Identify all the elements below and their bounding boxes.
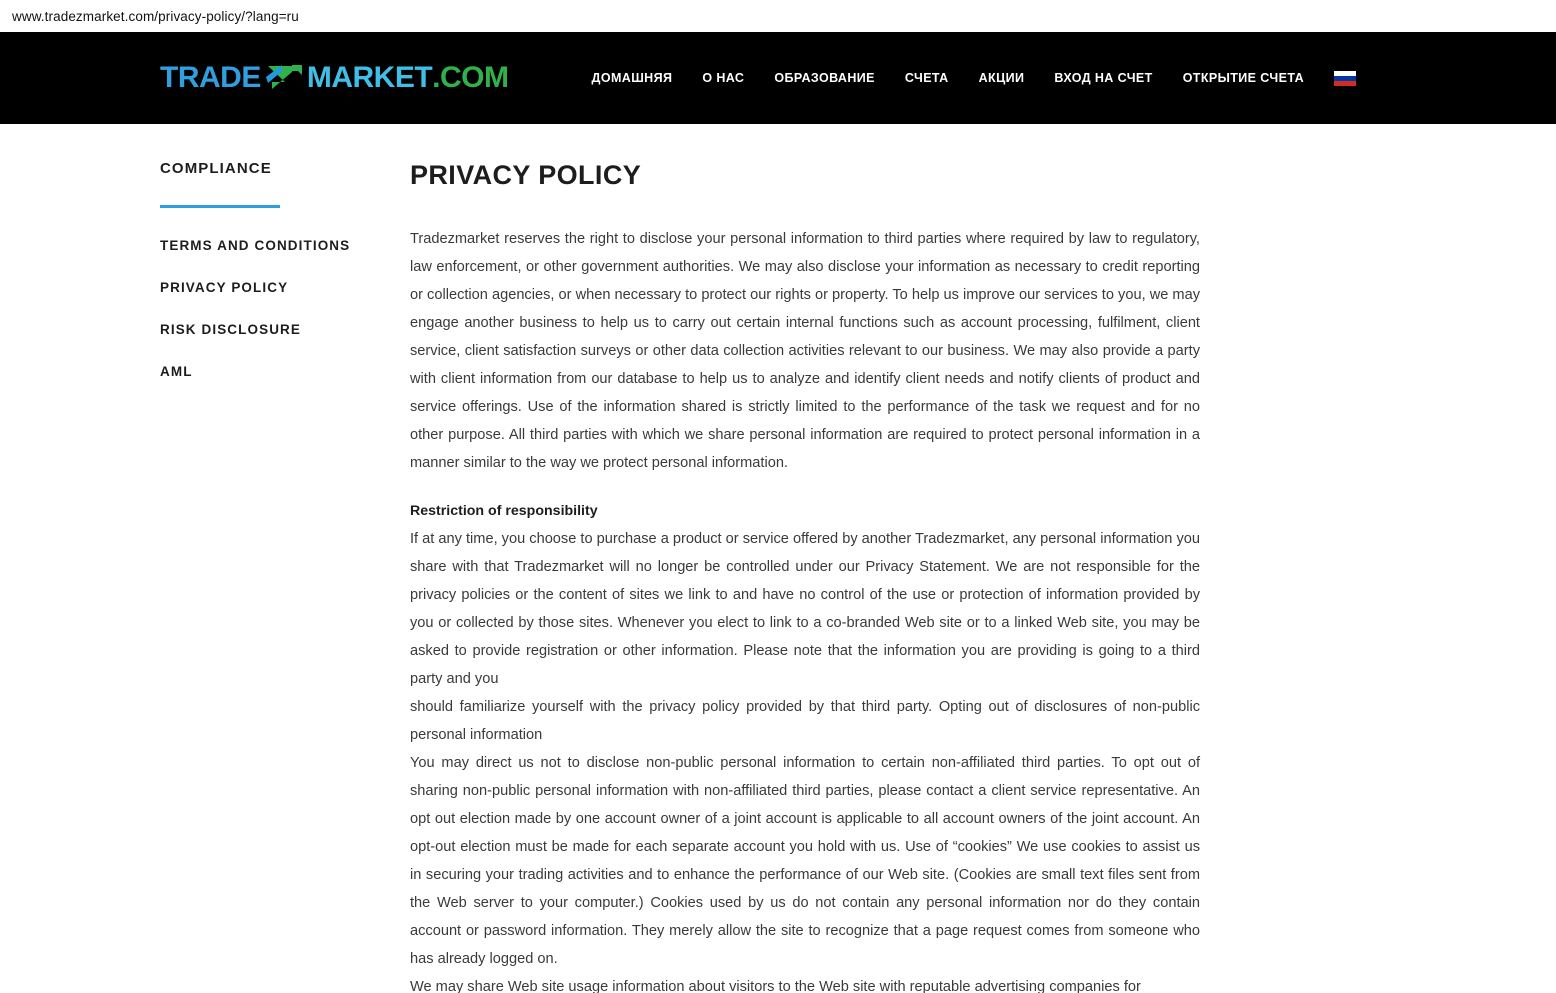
page-title: PRIVACY POLICY bbox=[410, 160, 642, 190]
sidebar-title: COMPLIANCE bbox=[160, 160, 280, 208]
site-logo[interactable] bbox=[160, 61, 509, 95]
nav-item-open-account[interactable]: ОТКРЫТИЕ СЧЕТА bbox=[1182, 71, 1304, 85]
url-text: www.tradezmarket.com/privacy-policy/?lang=ru bbox=[12, 8, 299, 24]
logo-text-trade: TRADE bbox=[160, 61, 261, 94]
main-navigation bbox=[592, 71, 1356, 86]
page-body bbox=[0, 124, 1556, 993]
policy-paragraph-3: should familiarize yourself with the privacy policy provided by that third party. Opting out of disclosures of non-public personal information bbox=[410, 699, 1200, 743]
policy-paragraph-4: You may direct us not to disclose non-public personal information to certain non-affiliated third parties. To opt out of sharing non-public personal information with non-affiliated third parties, please contact a client service representative. An opt out election made by one account owner of a joint account is applicable to all account owners of the joint account. An opt-out election must be made for each separate account you hold with us. Use of “cookies” We use cookies to assist us in securing your trading activities and to enhance the performance of our Web site. (Cookies are small text files sent from the Web server to your computer.) Cookies used by us do not contain any personal information nor do they contain account or password information. They merely allow the site to recognize that a page request comes from someone who has already logged on. bbox=[410, 755, 1200, 967]
logo-text-market: MARKET bbox=[306, 61, 433, 94]
nav-item-education[interactable]: ОБРАЗОВАНИЕ bbox=[774, 71, 875, 85]
nav-item-about[interactable]: О НАС bbox=[702, 71, 745, 85]
sidebar-item-terms-and-conditions[interactable]: TERMS AND CONDITIONS bbox=[160, 238, 351, 253]
sidebar-item-privacy-policy[interactable]: PRIVACY POLICY bbox=[160, 280, 289, 295]
sidebar-item-risk-disclosure[interactable]: RISK DISCLOSURE bbox=[160, 322, 302, 337]
policy-paragraph-2: If at any time, you choose to purchase a product or service offered by another Tradezmarket, any personal information you share with that Tradezmarket will no longer be controlled under our Privacy Statement. We are not responsible for the privacy policies or the content of sites we link to and have no control of the use or protection of information provided by you or collected by those sites. Whenever you elect to link to a co-branded Web site or to a linked Web site, you may be asked to provide registration or other information. Please note that the information you are providing is going to a third party and you bbox=[410, 531, 1200, 687]
nav-item-promotions[interactable]: АКЦИИ bbox=[978, 71, 1025, 85]
sidebar-menu bbox=[160, 238, 410, 379]
main-content bbox=[410, 160, 1390, 993]
browser-url-bar[interactable] bbox=[0, 0, 1556, 32]
nav-item-home[interactable]: ДОМАШНЯЯ bbox=[591, 71, 673, 85]
sidebar-item-aml[interactable]: AML bbox=[160, 364, 193, 379]
sidebar bbox=[0, 160, 410, 993]
russia-flag-icon[interactable] bbox=[1334, 71, 1356, 86]
section-heading-restriction-of-responsibility: Restriction of responsibility bbox=[410, 503, 598, 519]
logo-text-com: .COM bbox=[432, 61, 509, 94]
policy-paragraph-5: We may share Web site usage information about visitors to the Web site with reputable advertising companies for bbox=[410, 979, 1141, 993]
nav-item-login[interactable]: ВХОД НА СЧЕТ bbox=[1054, 71, 1153, 85]
site-header bbox=[0, 32, 1556, 124]
policy-paragraph-1: Tradezmarket reserves the right to disclose your personal information to third parties where required by law to regulatory, law enforcement, or other government authorities. We may also disclose your information as necessary to credit reporting or collection agencies, or when necessary to protect our rights or property. To help us improve our services to you, we may engage another business to help us to carry out certain internal functions such as account processing, fulfilment, client service, client satisfaction surveys or other data collection activities relevant to our business. We may also provide a party with client information from our database to help us to analyze and identify client needs and notify clients of product and service offerings. Use of the information shared is strictly limited to the performance of the task we request and for no other purpose. All third parties with which we share personal information are required to protect personal information in a manner similar to the way we protect personal information. bbox=[410, 231, 1200, 471]
nav-item-accounts[interactable]: СЧЕТА bbox=[904, 71, 949, 85]
z-arrow-icon bbox=[262, 63, 306, 93]
